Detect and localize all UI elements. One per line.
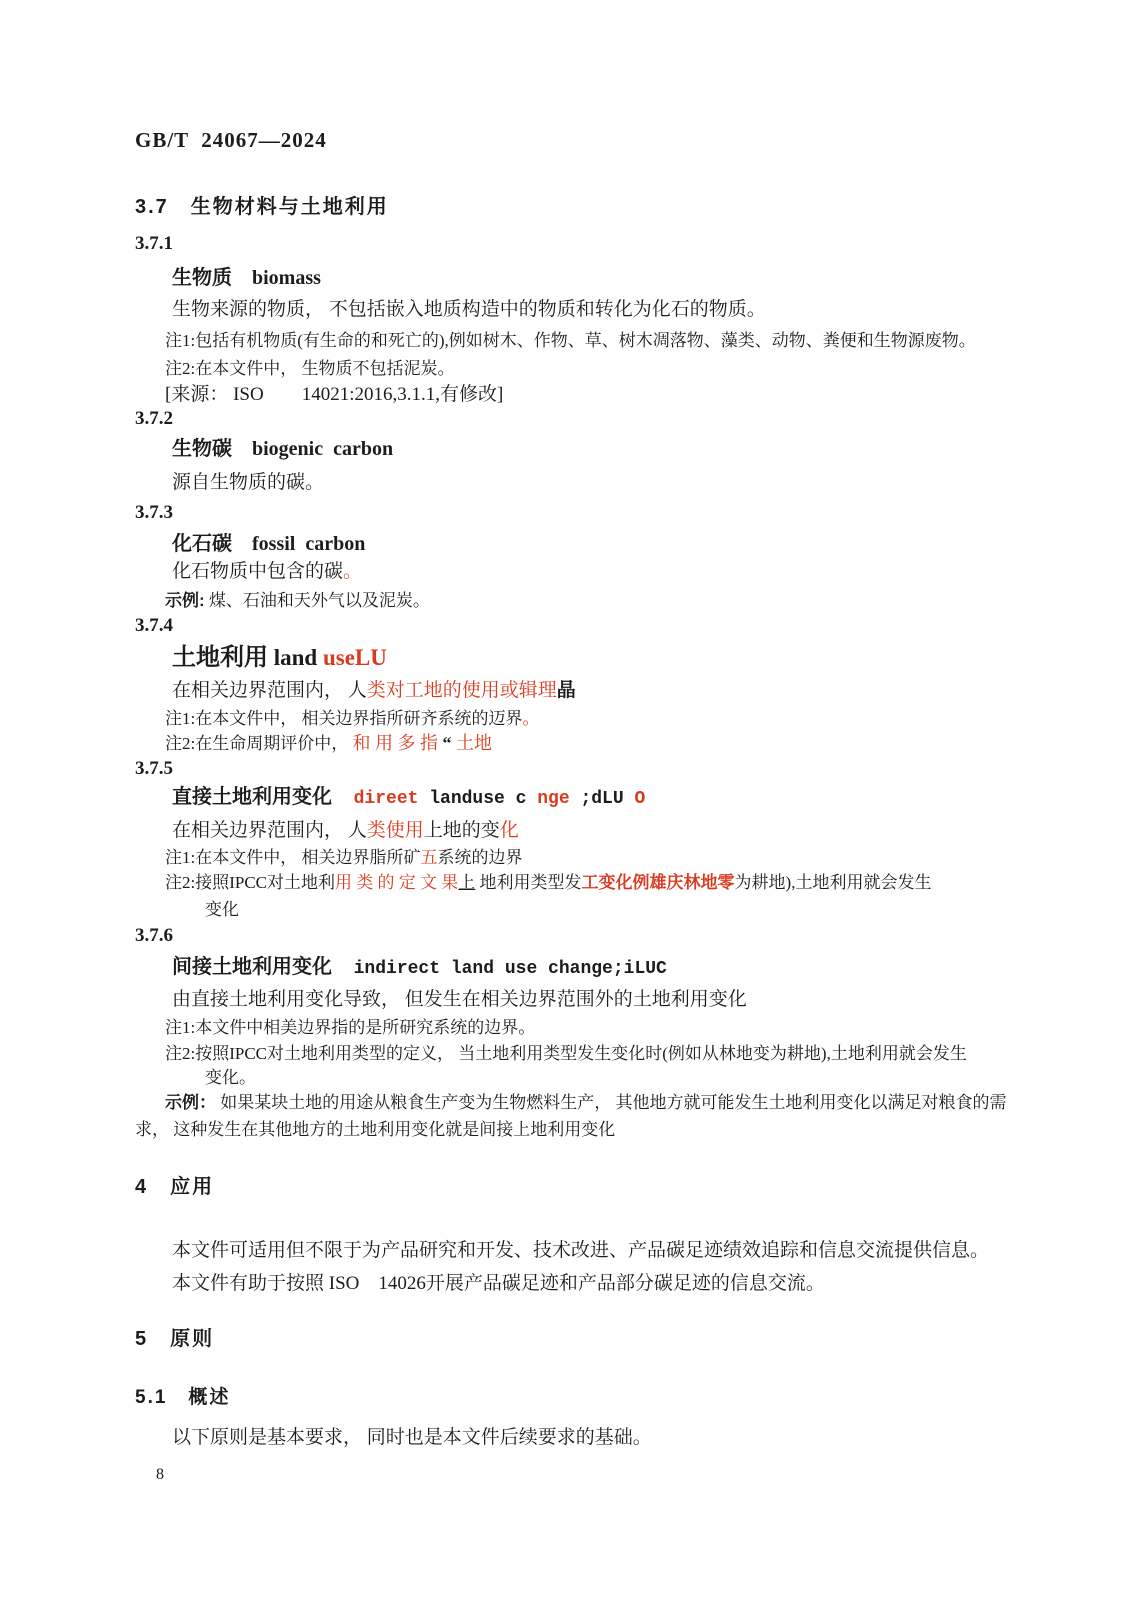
source-biomass: [来源： ISO 14021:2016,3.1.1,有修改] [165,384,504,405]
section-5-heading: 5 原则 [135,1328,215,1350]
term-fossil-zh: 化石碳 [172,533,232,555]
def-land-use-run2: 类对工地的使用或辑理 [366,680,557,701]
note2-dluc-run4: 地利用类型发 [475,873,582,892]
term-land-use [172,637,387,672]
note1-biomass: 注1:包括有机物质(有生命的和死亡的),例如树木、作物、草、树木凋落物、藻类、动物、粪便和生物源废物。 [165,331,976,350]
term-fossil-en: fossil carbon [252,533,366,555]
clause-3-7-5-number: 3.7.5 [135,758,173,779]
term-dluc-zh: 直接土地利用变化 [172,786,332,808]
example-iluc-line2: 求， 这种发生在其他地方的土地利用变化就是间接上地利用变化 [135,1120,616,1139]
term-biomass [172,261,321,290]
term-dluc-en2: landuse c [418,789,538,809]
note1-dluc-run1: 注1:在本文件中， 相关边界脂所矿 [165,848,421,867]
term-fossil-carbon [172,527,365,556]
term-land-use-en-red: useLU [322,645,387,670]
example-fossil-label: 示例: [165,591,205,610]
def-biomass: 生物来源的物质， 不包括嵌入地质构造中的物质和转化为化石的物质。 [172,299,766,320]
clause-3-7-1-number: 3.7.1 [135,233,173,254]
note2-dluc-run2: 用 类 的 定 文 果 [335,873,459,892]
example-fossil-carbon [165,586,430,611]
example-fossil-text: 煤、石油和天外气以及泥炭。 [204,591,430,610]
term-iluc-en: indirect land use change;iLUC [353,959,667,979]
term-dluc-en3: nge [537,789,570,809]
clause-3-7-6-number: 3.7.6 [135,925,173,946]
def-fossil-carbon [172,556,362,583]
term-fossil-gap [232,533,252,555]
def-fossil-main: 化石物质中包含的碳 [172,561,344,582]
note2-land-use [165,729,492,755]
term-dluc-en5: O [634,789,646,809]
clause-3-7-4-number: 3.7.4 [135,615,173,636]
note1-dluc-run3: 系统的边界 [437,848,523,867]
term-iluc-zh: 间接土地利用变化 [172,956,332,978]
def-land-use-run3: 晶 [556,680,576,701]
note2-dluc-run3: 上 [458,873,476,892]
note2-iluc-line1: 注2:按照IPCC对土地利用类型的定义， 当土地利用类型发生变化时(例如从林地变为耕地),土地利用就会发生 [165,1044,967,1063]
section-3-7-heading: 3.7 生物材料与土地利用 [135,196,389,218]
note2-land-use-black: 注2:在生命周期评价中， [165,734,353,753]
term-dluc-gap [332,789,354,809]
note2-land-use-quote: “ [437,733,456,753]
note1-land-use-period: 。 [522,709,540,728]
term-iluc [172,950,667,979]
note1-land-use [165,704,539,729]
def-dluc-run1: 在相关边界范围内， 人 [172,820,367,841]
page-number: 8 [156,1466,164,1483]
term-biogenic-carbon [172,432,393,461]
note1-iluc: 注1:本文件中相美边界指的是所研究系统的边界。 [165,1018,536,1037]
def-dluc-run2: 类使用 [366,820,424,841]
term-biogenic-zh: 生物碳 [172,438,232,460]
note2-iluc-line2: 变化。 [205,1068,256,1087]
term-biogenic-en: biogenic carbon [252,438,394,460]
example-iluc-label: 示例： [165,1093,216,1112]
section-4-para1: 本文件可适用但不限于为产品研究和开发、技术改进、产品碳足迹绩效追踪和信息交流提供信息。 [172,1240,990,1261]
def-biogenic-carbon: 源自生物质的碳。 [172,472,325,493]
def-dluc-run3: 上地的变 [423,820,500,841]
section-4-para2: 本文件有助于按照 ISO 14026开展产品碳足迹和产品部分碳足迹的信息交流。 [172,1273,825,1294]
def-dluc [172,815,519,842]
example-iluc-text1: 如果某块土地的用途从粮食生产变为生物燃料生产， 其他地方就可能发生土地利用变化以满足对粮食的需 [216,1093,1007,1112]
term-biogenic-gap [232,438,252,460]
def-land-use-run1: 在相关边界范围内， 人 [172,680,367,701]
note2-biomass: 注2:在本文件中， 生物质不包括泥炭。 [165,359,455,378]
clause-3-7-3-number: 3.7.3 [135,502,173,523]
note2-dluc-continuation: 变化 [205,900,239,919]
note2-land-use-red: 和 用 多 指 [352,733,438,753]
section-5-1-heading: 5.1 概述 [135,1387,231,1408]
section-4-heading: 4 应用 [135,1176,215,1198]
term-biomass-zh: 生物质 [172,267,232,289]
term-land-use-zh: 土地利用 [172,644,268,671]
term-dluc-en1: direet [353,789,419,809]
def-fossil-period: 。 [343,561,363,582]
example-iluc-line1 [165,1088,1007,1113]
note2-dluc-run1: 注2:接照IPCC对土地利 [165,873,336,892]
note1-dluc [165,843,522,868]
clause-3-7-2-number: 3.7.2 [135,408,173,429]
term-iluc-gap [332,959,354,979]
def-dluc-run4: 化 [499,820,519,841]
def-iluc: 由直接土地利用变化导致， 但发生在相关边界范围外的土地利用变化 [172,989,747,1010]
note1-dluc-run2: 五 [420,848,438,867]
section-5-1-para: 以下原则是基本要求， 同时也是本文件后续要求的基础。 [172,1427,652,1448]
note1-land-use-main: 注1:在本文件中， 相关边界指所研齐系统的迈界 [165,709,523,728]
note2-dluc-run5: 工变化例雄庆林地零 [581,873,735,892]
term-dluc [172,780,645,809]
note2-dluc [165,868,931,893]
def-land-use [172,675,576,702]
note2-land-use-red2: 土地 [455,733,492,753]
doc-code: GB/T 24067—2024 [135,128,327,152]
term-biomass-en-text: biomass [252,267,321,289]
note2-dluc-run6: 为耕地),土地利用就会发生 [734,873,932,892]
term-biomass-en [232,267,252,289]
term-dluc-en4: ;dLU [569,789,635,809]
term-land-use-en-black: land [268,645,323,670]
